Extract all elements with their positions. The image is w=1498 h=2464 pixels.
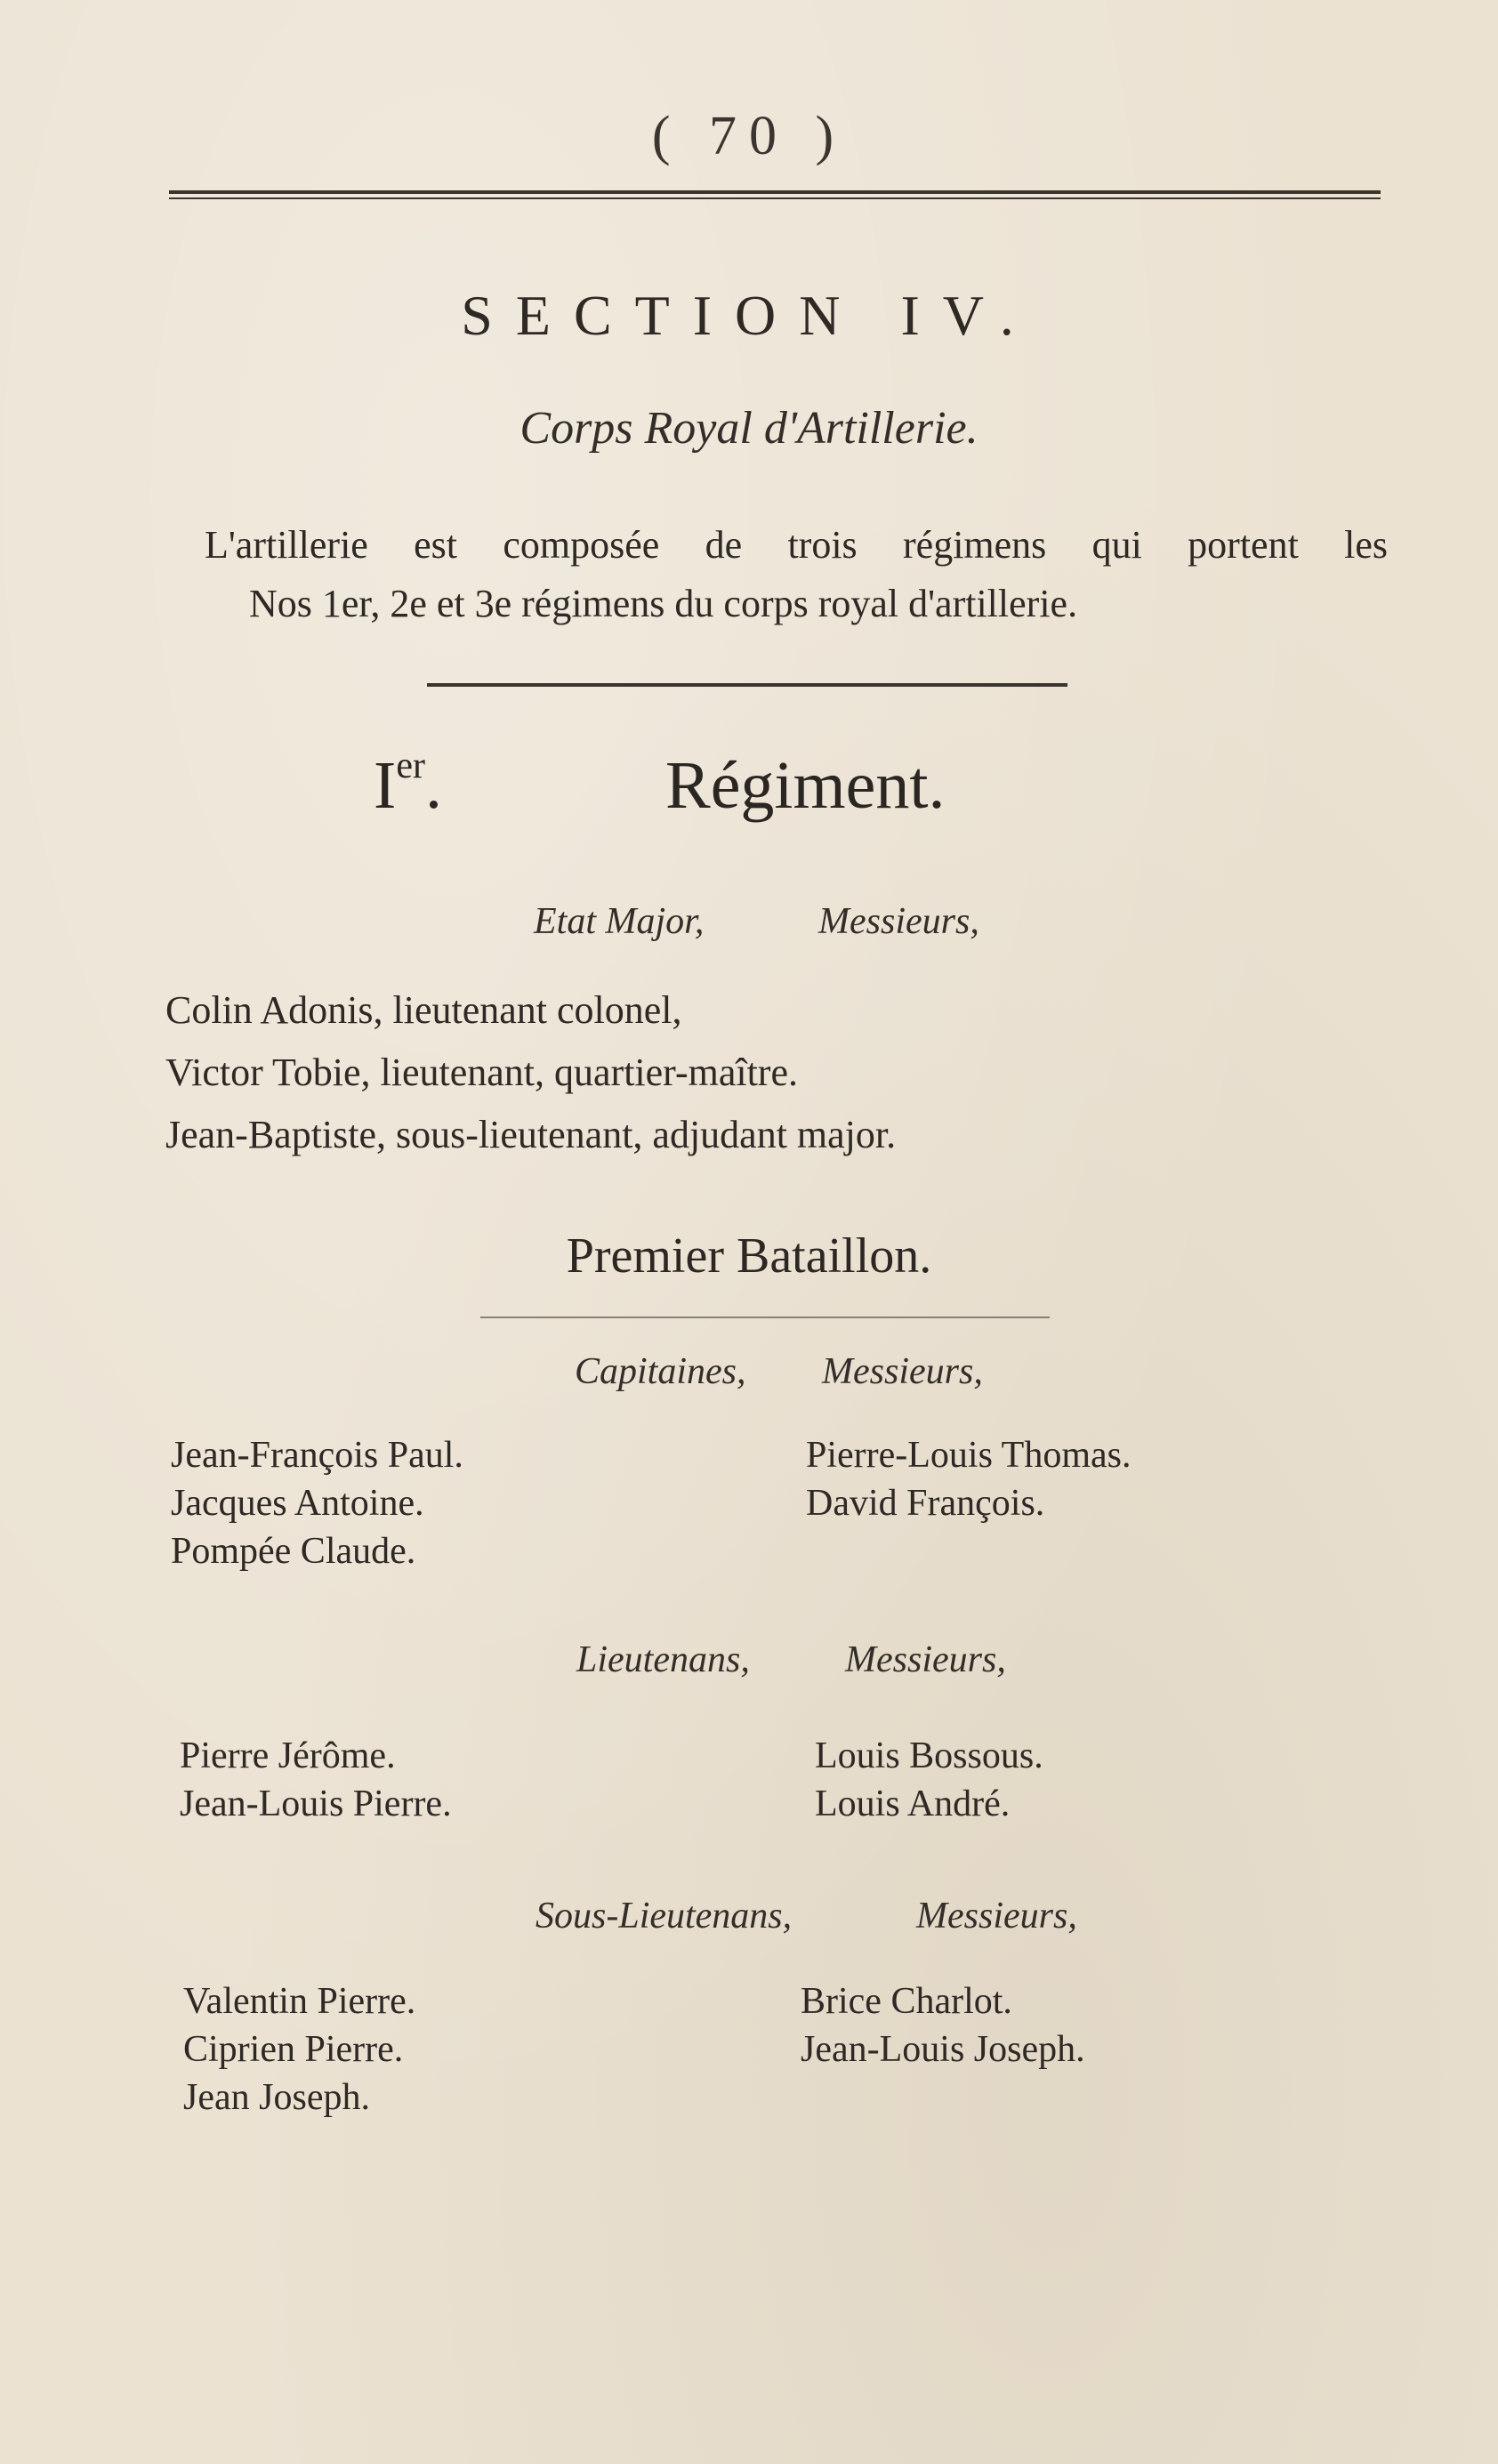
sous-lieutenant-right-1: Brice Charlot. xyxy=(801,1981,1012,2022)
etat-major-heading-right: Messieurs, xyxy=(818,901,979,942)
lieutenans-heading-right: Messieurs, xyxy=(845,1639,1006,1680)
lieutenant-right-2: Louis André. xyxy=(815,1784,1011,1824)
etat-major-member: Jean-Baptiste, sous-lieutenant, adjudant major. xyxy=(165,1113,897,1156)
lieutenant-left-2: Jean-Louis Pierre. xyxy=(180,1784,452,1824)
etat-major-member: Victor Tobie, lieutenant, quartier-maître. xyxy=(165,1051,798,1094)
sous-lieutenant-left-2: Ciprien Pierre. xyxy=(183,2029,404,2070)
intro-line-1: L'artillerie est composée de trois régimens qui portent les xyxy=(205,523,1388,567)
sous-lieutenant-left-3: Jean Joseph. xyxy=(183,2077,370,2118)
capitaine-right-2: David François. xyxy=(806,1483,1045,1524)
lieutenant-left-1: Pierre Jérôme. xyxy=(180,1735,396,1776)
etat-major-member: Colin Adonis, lieutenant colonel, xyxy=(165,988,682,1032)
intro-line-2: Nos 1er, 2e et 3e régimens du corps royal d'artillerie. xyxy=(249,582,1078,625)
bataillon-title: Premier Bataillon. xyxy=(566,1228,932,1284)
capitaines-heading-right: Messieurs, xyxy=(822,1351,983,1392)
header-double-rule xyxy=(169,190,1381,201)
lieutenant-right-1: Louis Bossous. xyxy=(815,1735,1043,1776)
capitaine-left-1: Jean-François Paul. xyxy=(171,1435,463,1476)
sous-lieutenans-heading-right: Messieurs, xyxy=(916,1896,1077,1937)
sous-lieutenant-right-2: Jean-Louis Joseph. xyxy=(801,2029,1085,2070)
bataillon-divider xyxy=(480,1317,1050,1318)
section-title: SECTION IV. xyxy=(461,284,1037,347)
section-divider xyxy=(427,683,1067,687)
page-number: ( 70 ) xyxy=(651,106,847,166)
corps-title: Corps Royal d'Artillerie. xyxy=(519,403,979,454)
capitaine-left-3: Pompée Claude. xyxy=(171,1531,416,1572)
regiment-number: Ier. xyxy=(374,745,442,823)
sous-lieutenant-left-1: Valentin Pierre. xyxy=(183,1981,416,2022)
regiment-name: Régiment. xyxy=(665,748,946,823)
etat-major-heading-left: Etat Major, xyxy=(534,901,705,942)
capitaines-heading-left: Capitaines, xyxy=(575,1351,746,1392)
sous-lieutenans-heading-left: Sous-Lieutenans, xyxy=(536,1896,793,1937)
capitaine-right-1: Pierre-Louis Thomas. xyxy=(806,1435,1132,1476)
lieutenans-heading-left: Lieutenans, xyxy=(576,1639,750,1680)
capitaine-left-2: Jacques Antoine. xyxy=(171,1483,424,1524)
